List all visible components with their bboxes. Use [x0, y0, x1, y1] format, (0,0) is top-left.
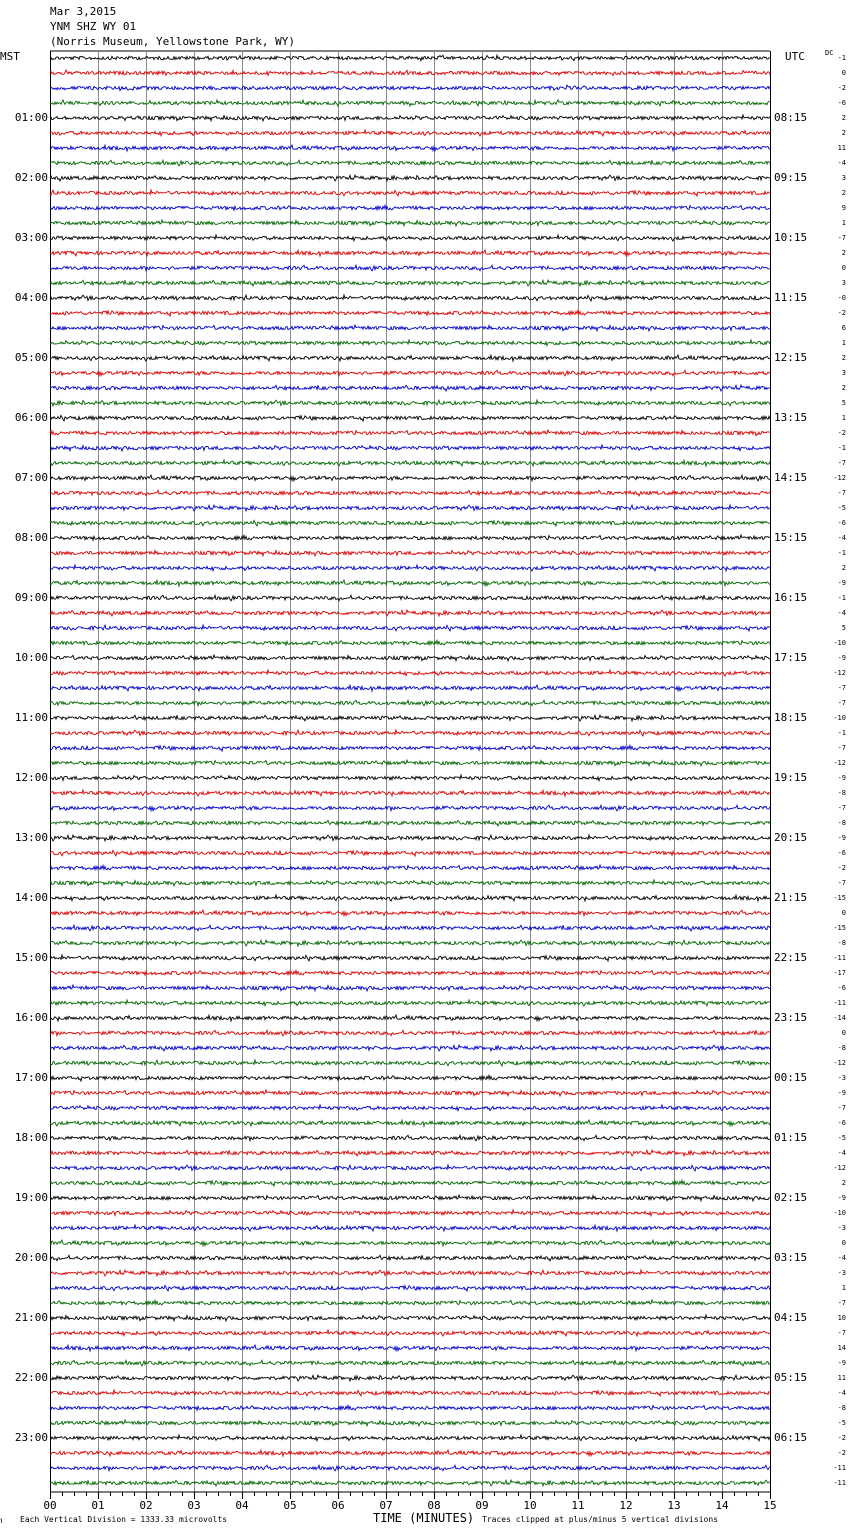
- seismic-trace: [50, 1315, 770, 1321]
- dc-offset-value: -7: [837, 234, 846, 242]
- left-hour-label: 16:00: [14, 1011, 48, 1024]
- trace-layer: [50, 55, 770, 1486]
- seismic-trace: [50, 1375, 770, 1381]
- dc-offset-value: 3: [841, 369, 846, 377]
- dc-offset-value: -3: [837, 1074, 846, 1082]
- dc-offset-value: -6: [837, 984, 846, 992]
- left-hour-label: 07:00: [14, 471, 48, 484]
- seismic-trace: [50, 1210, 770, 1216]
- seismic-trace: [50, 850, 770, 856]
- dc-offset-value: -9: [837, 654, 846, 662]
- seismic-trace: [50, 280, 770, 286]
- right-timezone-label: UTC: [785, 50, 805, 63]
- dc-offset-value: -11: [833, 1464, 846, 1472]
- right-hour-label: 17:15: [774, 651, 808, 664]
- dc-offset-value: 14: [837, 1344, 846, 1352]
- seismic-trace: [50, 340, 770, 346]
- dc-offset-value: -4: [837, 159, 846, 167]
- dc-offset-value: -2: [837, 309, 846, 317]
- dc-offset-value: -2: [837, 429, 846, 437]
- seismic-trace: [50, 775, 770, 781]
- dc-offset-value: -6: [837, 1119, 846, 1127]
- dc-offset-value: -15: [833, 924, 846, 932]
- right-hour-label: 05:15: [774, 1371, 808, 1384]
- dc-offset-value: 1: [841, 339, 846, 347]
- seismic-trace: [50, 1465, 770, 1471]
- left-hour-label: 18:00: [14, 1131, 48, 1144]
- right-hour-label: 14:15: [774, 471, 808, 484]
- dc-offset-value: -7: [837, 1104, 846, 1112]
- dc-offset-value: -3: [837, 1269, 846, 1277]
- dc-offset-value: 0: [841, 1239, 846, 1247]
- dc-offset-value: -4: [837, 1149, 846, 1157]
- dc-offset-value: -9: [837, 774, 846, 782]
- right-hour-label: 18:15: [774, 711, 808, 724]
- seismic-trace: [50, 610, 770, 616]
- seismic-trace: [50, 655, 770, 661]
- dc-offset-value: -12: [833, 759, 846, 767]
- dc-offset-value: -11: [833, 999, 846, 1007]
- dc-offset-value: -2: [837, 864, 846, 872]
- seismic-trace: [50, 640, 770, 645]
- seismic-trace: [50, 1450, 770, 1456]
- dc-offset-value: -9: [837, 834, 846, 842]
- seismic-trace: [50, 505, 770, 511]
- seismic-trace: [50, 310, 770, 316]
- dc-offset-value: -1: [837, 444, 846, 452]
- seismic-trace: [50, 790, 770, 796]
- seismic-trace: [50, 355, 770, 361]
- right-hour-label: 04:15: [774, 1311, 808, 1324]
- x-tick-label: 15: [763, 1499, 777, 1512]
- dc-offset-value: -5: [837, 504, 846, 512]
- seismic-trace: [50, 925, 770, 931]
- dc-offset-value: -17: [833, 969, 846, 977]
- dc-offset-value: -9: [837, 1194, 846, 1202]
- dc-offset-value: -11: [833, 954, 846, 962]
- seismic-trace: [50, 1345, 770, 1351]
- dc-offset-value: -11: [833, 1479, 846, 1487]
- dc-offset-value: -8: [837, 819, 846, 827]
- right-hour-label: 13:15: [774, 411, 808, 424]
- seismic-trace: [50, 565, 770, 571]
- right-hour-label: 20:15: [774, 831, 808, 844]
- seismic-trace: [50, 715, 770, 721]
- seismic-trace: [50, 385, 770, 391]
- right-hour-label: 09:15: [774, 171, 808, 184]
- seismic-trace: [50, 1480, 770, 1486]
- left-hour-label: 06:00: [14, 411, 48, 424]
- dc-offset-value: 2: [841, 129, 846, 137]
- dc-offset-value: 2: [841, 564, 846, 572]
- seismic-trace: [50, 745, 770, 751]
- seismic-trace: [50, 1135, 770, 1141]
- seismic-trace: [50, 1435, 770, 1441]
- seismic-trace: [50, 235, 770, 241]
- left-hour-label: 05:00: [14, 351, 48, 364]
- left-hour-label: 14:00: [14, 891, 48, 904]
- left-hour-label: 15:00: [14, 951, 48, 964]
- dc-offset-value: -2: [837, 84, 846, 92]
- seismic-trace: [50, 1330, 770, 1336]
- x-tick-label: 13: [667, 1499, 681, 1512]
- dc-offset-value: 3: [841, 174, 846, 182]
- x-tick-label: 08: [427, 1499, 441, 1512]
- left-hour-label: 19:00: [14, 1191, 48, 1204]
- seismic-trace: [50, 130, 770, 136]
- seismic-trace: [50, 1285, 770, 1291]
- seismic-trace: [50, 115, 770, 121]
- right-hour-label: 19:15: [774, 771, 808, 784]
- seismic-trace: [50, 325, 770, 331]
- scale-note: Each Vertical Division = 1333.33 microvolts: [20, 1515, 228, 1524]
- dc-offset-value: -7: [837, 1299, 846, 1307]
- seismic-trace: [50, 685, 770, 691]
- dc-offset-value: 9: [841, 204, 846, 212]
- dc-offset-value: -7: [837, 1329, 846, 1337]
- dc-offset-value: 0: [841, 69, 846, 77]
- dc-offset-value: -5: [837, 1419, 846, 1427]
- x-tick-label: 05: [283, 1499, 297, 1512]
- seismic-trace: [50, 460, 770, 466]
- seismic-trace: [50, 940, 770, 946]
- seismic-trace: [50, 1405, 770, 1410]
- seismic-trace: [50, 730, 770, 736]
- dc-offset-value: 11: [837, 144, 846, 152]
- right-hour-label: 15:15: [774, 531, 808, 544]
- dc-offset-value: -6: [837, 849, 846, 857]
- seismic-trace: [50, 430, 770, 436]
- dc-offset-value: 0: [841, 1029, 846, 1037]
- seismic-trace: [50, 1225, 770, 1231]
- left-hour-label: 03:00: [14, 231, 48, 244]
- left-hour-label: 02:00: [14, 171, 48, 184]
- right-hour-label: 11:15: [774, 291, 808, 304]
- seismic-trace: [50, 1420, 770, 1426]
- seismic-trace: [50, 400, 770, 406]
- seismic-trace: [50, 265, 770, 271]
- x-tick-label: 06: [331, 1499, 345, 1512]
- dc-offset-value: 5: [841, 624, 846, 632]
- dc-offset-value: 2: [841, 354, 846, 362]
- seismic-trace: [50, 85, 770, 91]
- left-hour-label: 17:00: [14, 1071, 48, 1084]
- dc-offset-value: -4: [837, 609, 846, 617]
- dc-offset-value: 6: [841, 324, 846, 332]
- dc-offset-value: -2: [837, 1449, 846, 1457]
- seismic-trace: [50, 700, 770, 706]
- seismic-trace: [50, 895, 770, 901]
- dc-offset-value: -10: [833, 1209, 846, 1217]
- header-station: YNM SHZ WY 01: [50, 20, 137, 33]
- right-hour-label: 23:15: [774, 1011, 808, 1024]
- seismic-trace: [50, 1045, 770, 1051]
- seismic-trace: [50, 1060, 770, 1066]
- dc-offset-value: 2: [841, 249, 846, 257]
- dc-offset-value: -12: [833, 474, 846, 482]
- x-axis-title: TIME (MINUTES): [373, 1511, 475, 1525]
- left-hour-label: 08:00: [14, 531, 48, 544]
- dc-offset-value: -9: [837, 579, 846, 587]
- seismic-trace: [50, 520, 770, 526]
- seismic-trace: [50, 595, 770, 601]
- seismic-trace: [50, 370, 770, 376]
- seismic-trace: [50, 100, 770, 106]
- dc-offset-value: -8: [837, 789, 846, 797]
- x-tick-label: 01: [91, 1499, 105, 1512]
- x-tick-label: 10: [523, 1499, 537, 1512]
- dc-offset-value: -7: [837, 744, 846, 752]
- dc-offset-value: -6: [837, 99, 846, 107]
- seismic-trace: [50, 1105, 770, 1111]
- seismic-trace: [50, 295, 770, 301]
- seismic-trace: [50, 625, 770, 631]
- left-hour-label: 20:00: [14, 1251, 48, 1264]
- dc-offset-value: -7: [837, 489, 846, 497]
- seismic-trace: [50, 55, 770, 60]
- dc-offset-value: 2: [841, 189, 846, 197]
- dc-offset-value: -12: [833, 1164, 846, 1172]
- dc-offset-value: 0: [841, 909, 846, 917]
- seismic-trace: [50, 760, 770, 766]
- dc-offset-value: -10: [833, 714, 846, 722]
- dc-offset-value: 1: [841, 414, 846, 422]
- seismic-trace: [50, 145, 770, 151]
- left-hour-label: 04:00: [14, 291, 48, 304]
- x-tick-label: 04: [235, 1499, 249, 1512]
- dc-offset-value: -5: [837, 1134, 846, 1142]
- dc-offset-value: -1: [837, 594, 846, 602]
- clip-note: Traces clipped at plus/minus 5 vertical divisions: [482, 1515, 719, 1524]
- left-timezone-label: MST: [0, 50, 20, 63]
- x-tick-label: 09: [475, 1499, 489, 1512]
- seismic-trace: [50, 475, 770, 481]
- seismic-trace: [50, 1075, 770, 1081]
- seismic-trace: [50, 1000, 770, 1006]
- dc-offset-value: -8: [837, 1404, 846, 1412]
- seismic-trace: [50, 1120, 770, 1126]
- seismic-trace: [50, 970, 770, 975]
- seismic-trace: [50, 1030, 770, 1036]
- seismic-trace: [50, 160, 770, 166]
- dc-offset-value: 2: [841, 1179, 846, 1187]
- seismic-trace: [50, 1150, 770, 1156]
- seismic-trace: [50, 1360, 770, 1366]
- dc-offset-value: -7: [837, 804, 846, 812]
- dc-offset-value: -9: [837, 1089, 846, 1097]
- seismic-trace: [50, 1255, 770, 1261]
- dc-offset-value: 3: [841, 279, 846, 287]
- seismic-trace: [50, 551, 770, 556]
- dc-offset-value: 1: [841, 219, 846, 227]
- dc-offset-value: -12: [833, 1059, 846, 1067]
- left-hour-label: 23:00: [14, 1431, 48, 1444]
- seismic-trace: [50, 535, 770, 540]
- dc-offset-value: -8: [837, 1044, 846, 1052]
- seismic-trace: [50, 820, 770, 826]
- seismic-trace: [50, 1390, 770, 1396]
- seismic-trace: [50, 670, 770, 676]
- dc-offset-value: 2: [841, 384, 846, 392]
- x-tick-label: 11: [571, 1499, 585, 1512]
- right-hour-label: 10:15: [774, 231, 808, 244]
- seismic-trace: [50, 445, 770, 451]
- right-hour-label: 03:15: [774, 1251, 808, 1264]
- left-hour-label: 01:00: [14, 111, 48, 124]
- dc-offset-value: 2: [841, 114, 846, 122]
- corner-mark: ℩: [0, 1516, 3, 1525]
- dc-offset-value: -6: [837, 519, 846, 527]
- right-hour-label: 02:15: [774, 1191, 808, 1204]
- dc-offset-value: -8: [837, 939, 846, 947]
- seismic-trace: [50, 580, 770, 586]
- x-tick-label: 07: [379, 1499, 393, 1512]
- seismic-trace: [50, 955, 770, 961]
- dc-offset-value: -14: [833, 1014, 846, 1022]
- seismic-trace: [50, 910, 770, 916]
- dc-offset-value: -0: [837, 294, 846, 302]
- seismic-trace: [50, 250, 770, 256]
- dc-offset-value: -1: [837, 729, 846, 737]
- seismic-trace: [50, 835, 770, 841]
- dc-offset-value: -7: [837, 459, 846, 467]
- seismic-trace: [50, 880, 770, 886]
- x-tick-label: 00: [43, 1499, 57, 1512]
- dc-offset-value: 11: [837, 1374, 846, 1382]
- dc-offset-value: 1: [841, 1284, 846, 1292]
- seismic-trace: [50, 865, 770, 870]
- dc-offset-value: -4: [837, 1389, 846, 1397]
- seismic-trace: [50, 1300, 770, 1305]
- right-hour-label: 22:15: [774, 951, 808, 964]
- right-hour-label: 16:15: [774, 591, 808, 604]
- dc-offset-value: -7: [837, 879, 846, 887]
- x-tick-label: 02: [139, 1499, 153, 1512]
- left-hour-label: 21:00: [14, 1311, 48, 1324]
- header-date: Mar 3,2015: [50, 5, 117, 18]
- right-hour-label: 01:15: [774, 1131, 808, 1144]
- seismic-trace: [50, 1240, 770, 1246]
- right-hour-label: 08:15: [774, 111, 808, 124]
- seismic-trace: [50, 190, 770, 196]
- dc-offset-value: -1: [837, 54, 846, 62]
- dc-header-label: DC: [825, 49, 834, 57]
- dc-offset-value: -4: [837, 534, 846, 542]
- left-hour-label: 09:00: [14, 591, 48, 604]
- x-tick-label: 12: [619, 1499, 633, 1512]
- dc-offset-value: -9: [837, 1359, 846, 1367]
- dc-offset-value: -7: [837, 684, 846, 692]
- header-location: (Norris Museum, Yellowstone Park, WY): [50, 35, 296, 48]
- time-axis: [43, 1492, 776, 1512]
- dc-offset-value: 5: [841, 399, 846, 407]
- dc-offset-value: -1: [837, 549, 846, 557]
- seismic-trace: [50, 1195, 770, 1201]
- seismic-trace: [50, 1165, 770, 1171]
- right-hour-label: 21:15: [774, 891, 808, 904]
- dc-offset-value: 0: [841, 264, 846, 272]
- seismic-trace: [50, 1090, 770, 1096]
- seismic-trace: [50, 70, 770, 76]
- left-hour-label: 11:00: [14, 711, 48, 724]
- dc-offset-value: -7: [837, 699, 846, 707]
- right-hour-label: 06:15: [774, 1431, 808, 1444]
- seismic-trace: [50, 220, 770, 226]
- dc-offset-value: 10: [837, 1314, 846, 1322]
- seismic-trace: [50, 490, 770, 496]
- right-hour-label: 00:15: [774, 1071, 808, 1084]
- dc-offset-value: -4: [837, 1254, 846, 1262]
- left-hour-label: 10:00: [14, 651, 48, 664]
- left-hour-label: 13:00: [14, 831, 48, 844]
- seismic-trace: [50, 805, 770, 811]
- x-tick-label: 14: [715, 1499, 729, 1512]
- seismic-trace: [50, 1180, 770, 1186]
- left-hour-label: 12:00: [14, 771, 48, 784]
- dc-offset-value: -12: [833, 669, 846, 677]
- seismic-trace: [50, 1270, 770, 1276]
- x-tick-label: 03: [187, 1499, 201, 1512]
- dc-offset-value: -15: [833, 894, 846, 902]
- seismic-trace: [50, 1015, 770, 1021]
- dc-offset-value: -2: [837, 1434, 846, 1442]
- left-hour-label: 22:00: [14, 1371, 48, 1384]
- dc-offset-value: -10: [833, 639, 846, 647]
- seismic-trace: [50, 205, 770, 210]
- dc-offset-value: -3: [837, 1224, 846, 1232]
- right-hour-label: 12:15: [774, 351, 808, 364]
- seismic-trace: [50, 175, 770, 181]
- seismic-trace: [50, 415, 770, 421]
- seismic-trace: [50, 985, 770, 991]
